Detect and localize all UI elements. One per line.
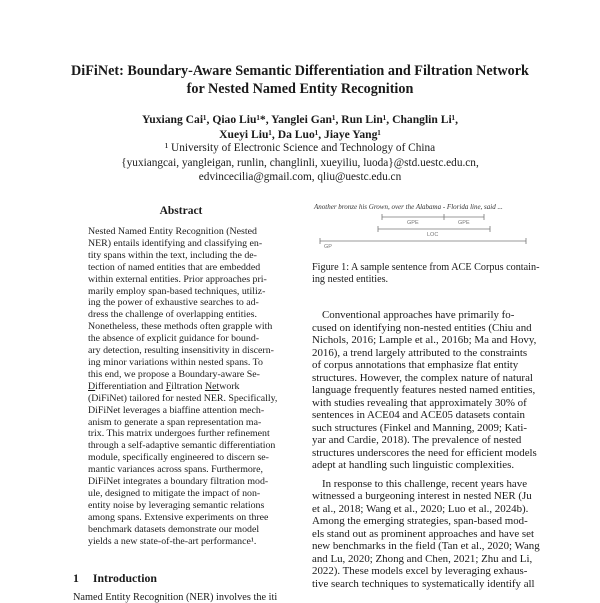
title-line-1: DiFiNet: Boundary-Aware Semantic Differentiation and Filtration Network xyxy=(71,63,529,79)
author-list xyxy=(0,112,600,142)
body-line: et al., 2018; Wang et al., 2020; Luo et al., 2024b). xyxy=(312,502,529,515)
abstract-line: trix. This matrix undergoes further refinement xyxy=(88,428,270,440)
email-line-2: edvincecilia@gmail.com, qliu@uestc.edu.cn xyxy=(198,171,402,184)
abstract-line: the absence of explicit guidance for bound- xyxy=(88,333,260,345)
email-line-1: {yuxiangcai, yangleigan, runlin, changlinli, xueyiliu, luoda}@std.uestc.edu.cn, xyxy=(121,156,479,169)
authors-line-2: Xueyi Liu¹, Da Luo¹, Jiaye Yang¹ xyxy=(219,128,381,141)
section-title: Introduction xyxy=(92,571,157,585)
body-line: In response to this challenge, recent years have xyxy=(322,477,528,490)
abstract-line: ule, designed to mitigate the impact of non- xyxy=(88,487,261,499)
label-gpe-a: GPE xyxy=(407,220,419,226)
label-loc: LOC xyxy=(427,232,439,238)
body-line: els stand out as prominent approaches and have set xyxy=(312,527,534,540)
body-line: adept at handling such linguistic complexities. xyxy=(312,459,515,471)
section-number: 1 xyxy=(73,571,79,585)
caption-line-1: Figure 1: A sample sentence from ACE Corpus contain- xyxy=(312,262,540,273)
affiliation-line-1: ¹ University of Electronic Science and Technology of China xyxy=(164,142,436,154)
abstract-line: NER) entails identifying and classifying en- xyxy=(88,237,263,249)
body-line: cused on identifying non-nested entities (Chiu and xyxy=(312,321,532,334)
body-line: witnessed a burgeoning interest in nested NER (Ju xyxy=(312,490,532,502)
body-line: Conventional approaches have primarily fo- xyxy=(322,309,515,321)
body-line: with studies revealing that approximately 30% of xyxy=(312,396,527,409)
underlined-letters: Net xyxy=(204,380,220,392)
authors-line-1: Yuxiang Cai¹, Qiao Liu¹*, Yanglei Gan¹, Run Lin¹, Changlin Li¹, xyxy=(141,113,459,126)
body-line: Among the emerging strategies, span-based mod- xyxy=(312,515,528,527)
abstract-line-model-name xyxy=(88,381,276,393)
body-line: 2022). These models excel by leveraging exhaus- xyxy=(312,565,528,577)
body-line: new benchmarks in the field (Tan et al., 2020; Wang xyxy=(312,540,540,552)
abstract-text-fragment: work xyxy=(219,380,240,392)
abstract-line: among spans. Extensive experiments on three xyxy=(88,511,269,523)
abstract-line: within external entities. Prior approaches pri- xyxy=(88,273,267,285)
body-line: and Lu, 2020; Zhong and Chen, 2021; Zhu and Li, xyxy=(312,552,533,565)
body-line: such structures (Finkel and Manning, 2009; Kati- xyxy=(312,421,528,434)
abstract-line: Nested Named Entity Recognition (Nested xyxy=(88,226,257,237)
body-line: 2016), a trend largely attributed to the constraints xyxy=(312,346,528,359)
abstract-line: (DiFiNet) tailored for nested NER. Specifically, xyxy=(88,392,278,404)
body-line: of corpus annotations that emphasize flat entity xyxy=(312,359,519,371)
body-line: tive search techniques to systematically identify all xyxy=(312,577,535,590)
abstract-text-fragment: iltration xyxy=(171,380,205,392)
paper-title xyxy=(0,62,600,98)
abstract-line: tity spans within the text, including the de- xyxy=(88,249,257,261)
nested-entity-diagram xyxy=(312,203,530,259)
section-heading-introduction xyxy=(73,571,157,586)
abstract-line: DiFiNet integrates a boundary filtration mod- xyxy=(88,476,269,488)
body-line: structures underscores the need for efficient models xyxy=(312,446,537,459)
abstract-heading: Abstract xyxy=(159,205,203,217)
abstract-line: anism to generate a span representation ma- xyxy=(88,416,262,428)
underlined-letter: F xyxy=(165,380,172,392)
abstract-line: DiFiNet leverages a biaffine attention mech- xyxy=(88,404,265,416)
introduction-first-line: Named Entity Recognition (NER) involves the iti xyxy=(73,592,278,603)
abstract-line: tection of named entities that are embedded xyxy=(88,261,261,273)
abstract-line: module, specifically engineered to discern se- xyxy=(88,452,269,464)
title-line-2: for Nested Named Entity Recognition xyxy=(186,81,414,97)
body-line: Nichols, 2016; Lample et al., 2016b; Ma and Hovy, xyxy=(312,334,537,346)
abstract-text-fragment: ifferentiation and xyxy=(95,380,166,392)
abstract-line: this end, we propose a Boundary-aware Se- xyxy=(88,368,260,380)
abstract-line: benchmark datasets demonstrate our model xyxy=(88,523,260,535)
label-gpe-b: GPE xyxy=(458,220,470,226)
figure-sentence: Another bronze his Grown, over the Alabama - Florida line, said ... xyxy=(314,203,503,211)
figure-caption xyxy=(312,262,540,287)
body-line: yar and Cardie, 2018). The prevalence of nested xyxy=(312,434,522,446)
caption-line-2: ing nested entities. xyxy=(312,274,389,286)
body-line: sentences in ACE04 and ACE05 datasets contain xyxy=(312,409,525,421)
right-column-body xyxy=(312,309,540,590)
body-line: structures. However, the complex nature of natural xyxy=(312,371,533,384)
abstract-line: Nonetheless, these methods often grapple with xyxy=(88,321,273,333)
abstract-line: ing minor variations within nested spans. To xyxy=(88,356,263,368)
figure-1 xyxy=(312,203,530,259)
abstract-line: yields a new state-of-the-art performance¹. xyxy=(88,535,257,547)
body-line: language frequently features nested named entities, xyxy=(312,384,536,396)
underlined-letter: D xyxy=(88,380,96,392)
abstract-line: ing the power of exhaustive searches to ad- xyxy=(88,297,259,309)
abstract-line: through a self-adaptive semantic differentiation xyxy=(88,440,276,452)
abstract-line: dress the challenge of overlapping entities. xyxy=(88,309,257,321)
abstract-line: marily employ span-based techniques, utiliz- xyxy=(88,285,266,297)
abstract-line: entity noise by leveraging semantic relations xyxy=(88,499,265,511)
affiliation-block xyxy=(0,141,600,185)
abstract-body xyxy=(88,226,276,547)
abstract-line: ary detection, resulting insensitivity in discern- xyxy=(88,345,274,357)
abstract-line: mantic variances across spans. Furthermore, xyxy=(88,464,263,476)
label-gp: GP xyxy=(324,244,332,250)
